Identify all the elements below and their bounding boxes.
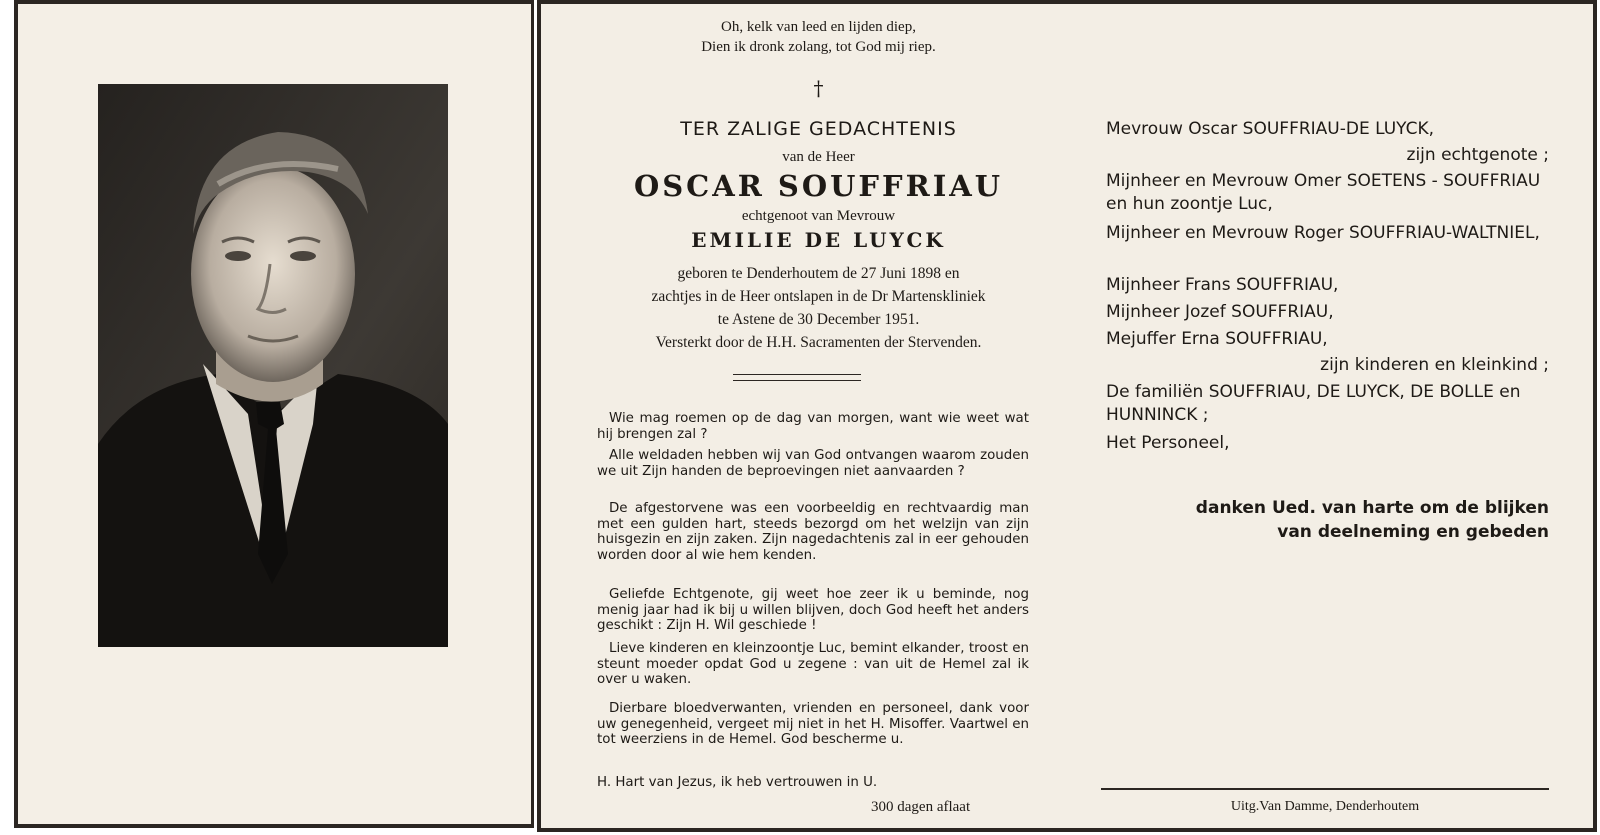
family-child-5: Mejuffer Erna SOUFFRIAU, — [1106, 329, 1328, 349]
paragraph-4: Geliefde Echtgenote, gij weet hoe zeer ik u beminde, nog menig jaar had ik bij u willen blijven, doch God heeft het anders geschikt : Zijn H. Wil geschiede ! — [597, 587, 1029, 634]
paragraph-3: De afgestorvene was een voorbeeldig en rechtvaardig man met een gulden hart, steeds bezorgd om het welzijn van zijn huisgezin en zijn zaken. Zijn nagedachtenis zal in eer gehouden worden door al wie hem kenden. — [597, 501, 1029, 563]
spouse-intro: echtgenoot van Mevrouw — [741, 208, 896, 224]
family-child-1: Mijnheer en Mevrouw Omer SOETENS - SOUFFRIAU en hun zoontje Luc, — [1106, 171, 1541, 214]
poem-line-2: Dien ik dronk zolang, tot God mij riep. — [701, 39, 936, 55]
cross-icon: † — [813, 76, 824, 100]
paragraph-6: Dierbare bloedverwanten, vrienden en personeel, dank voor uw genegenheid, vergeet mij niet in het H. Misoffer. Vaartwel en tot weerziens in de Hemel. God bescherme u. — [597, 701, 1029, 748]
indulgence-note: 300 dagen aflaat — [871, 799, 971, 815]
printer-credit: Uitg.Van Damme, Denderhoutem — [1230, 799, 1420, 814]
paragraph-5: Lieve kinderen en kleinzoontje Luc, bemint elkander, troost en steunt moeder opdat God u zegene : van uit de Hemel zal ik over u waken. — [597, 641, 1029, 688]
deceased-name: OSCAR SOUFFRIAU — [633, 169, 1004, 203]
bio-line-1: geboren te Denderhoutem de 27 Juni 1898 en — [677, 265, 960, 282]
portrait-card — [14, 0, 534, 828]
poem-line-1: Oh, kelk van leed en lijden diep, — [721, 19, 916, 35]
family-widow-role: zijn echtgenote ; — [1406, 145, 1549, 165]
portrait-photo — [98, 84, 448, 647]
memorial-title: TER ZALIGE GEDACHTENIS — [680, 118, 957, 140]
bio-line-4: Versterkt door de H.H. Sacramenten der Stervenden. — [655, 334, 982, 351]
paragraph-2: Alle weldaden hebben wij van God ontvangen waarom zouden we uit Zijn handen de beproevingen niet aanvaarden ? — [597, 448, 1029, 479]
thanks-line-2: van deelneming en gebeden — [1277, 522, 1549, 542]
family-staff: Het Personeel, — [1106, 433, 1230, 453]
bio-line-3: te Astene de 30 December 1951. — [717, 311, 920, 328]
printer-divider — [1101, 788, 1549, 790]
family-widow: Mevrouw Oscar SOUFFRIAU-DE LUYCK, — [1106, 119, 1435, 139]
thanks-line-1: danken Ued. van harte om de blijken — [1195, 498, 1549, 518]
memorial-text-card — [537, 0, 1597, 832]
bio-line-2: zachtjes in de Heer ontslapen in de Dr Martenskliniek — [651, 288, 986, 305]
divider-bottom — [733, 380, 861, 381]
spouse-name: EMILIE DE LUYCK — [691, 228, 946, 252]
prayer-line: H. Hart van Jezus, ik heb vertrouwen in U. — [597, 775, 878, 790]
family-children-role: zijn kinderen en kleinkind ; — [1320, 355, 1549, 375]
honorific: van de Heer — [782, 149, 855, 165]
family-relatives: De familiën SOUFFRIAU, DE LUYCK, DE BOLLE en HUNNINCK ; — [1106, 382, 1521, 425]
portrait-illustration — [98, 84, 448, 647]
divider-top — [733, 374, 861, 375]
paragraph-1: Wie mag roemen op de dag van morgen, want wie weet wat hij brengen zal ? — [597, 411, 1029, 442]
family-child-2: Mijnheer en Mevrouw Roger SOUFFRIAU-WALTNIEL, — [1106, 223, 1540, 243]
family-child-3: Mijnheer Frans SOUFFRIAU, — [1106, 275, 1339, 295]
family-child-4: Mijnheer Jozef SOUFFRIAU, — [1106, 302, 1334, 322]
